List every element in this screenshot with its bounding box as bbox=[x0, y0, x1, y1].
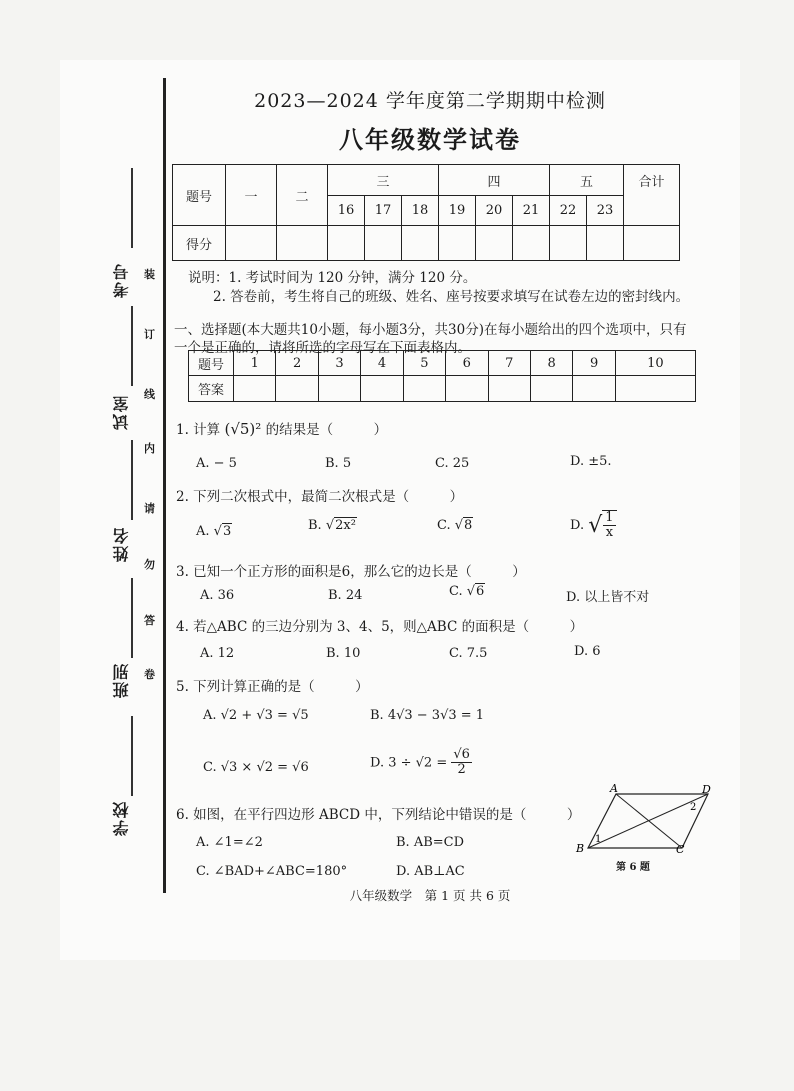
seal-char: 订 bbox=[144, 328, 155, 341]
question-number: 16 bbox=[328, 196, 365, 226]
answer-number: 3 bbox=[318, 351, 360, 376]
section-five: 五 bbox=[550, 165, 624, 196]
score-cell bbox=[476, 226, 513, 261]
vertex-label-d: D bbox=[702, 783, 711, 796]
answer-cell[interactable] bbox=[530, 376, 572, 402]
q2-option-a-radicand: 3 bbox=[222, 524, 232, 539]
exam-note-2: 2. 答卷前，考生将自己的班级、姓名、座号按要求填写在试卷左边的密封线内。 bbox=[213, 289, 690, 305]
q2-d-denominator: x bbox=[605, 525, 614, 541]
q2-option-c-letter: C. bbox=[437, 518, 451, 533]
answer-cell[interactable] bbox=[488, 376, 530, 402]
answer-number: 4 bbox=[361, 351, 403, 376]
page-footer: 八年级数学 第 1 页 共 6 页 bbox=[349, 888, 511, 903]
score-cell bbox=[587, 226, 624, 261]
q2-option-d-fraction bbox=[602, 510, 616, 541]
score-row-label: 得分 bbox=[173, 226, 226, 261]
answer-cell[interactable] bbox=[361, 376, 403, 402]
section-one: 一 bbox=[226, 165, 277, 226]
score-cell bbox=[439, 226, 476, 261]
answer-number: 7 bbox=[488, 351, 530, 376]
seal-underline bbox=[131, 716, 133, 796]
question-number: 17 bbox=[365, 196, 402, 226]
seal-label-school: 学校 bbox=[112, 800, 131, 836]
seal-char: 请 bbox=[144, 502, 155, 515]
q5-option-c: C. √3 × √2 = √6 bbox=[203, 760, 309, 775]
q1-option-d: D. ±5. bbox=[570, 454, 612, 469]
q6-option-d: D. AB⊥AC bbox=[396, 864, 465, 879]
answer-number: 2 bbox=[276, 351, 318, 376]
q2-option-c-radicand: 8 bbox=[464, 518, 473, 533]
answer-number: 9 bbox=[573, 351, 615, 376]
question-5: 5. 下列计算正确的是（ ） bbox=[176, 679, 369, 695]
exam-subtitle: 八年级数学试卷 bbox=[339, 125, 521, 154]
seal-char: 线 bbox=[144, 388, 155, 401]
q1-option-c: C. 25 bbox=[435, 456, 470, 471]
q6-option-a: A. ∠1=∠2 bbox=[196, 835, 263, 850]
seal-underline bbox=[131, 440, 133, 520]
q2-option-a: A. √3 bbox=[196, 524, 232, 539]
seal-label-room: 试室 bbox=[112, 394, 131, 430]
answer-table-number-label: 题号 bbox=[189, 351, 234, 376]
seal-char: 卷 bbox=[144, 668, 155, 681]
question-number: 23 bbox=[587, 196, 624, 226]
question-number: 20 bbox=[476, 196, 513, 226]
question-1 bbox=[176, 418, 387, 438]
seal-label-exam-number: 考号 bbox=[112, 262, 131, 298]
score-cell bbox=[365, 226, 402, 261]
q4-option-d: D. 6 bbox=[574, 644, 601, 659]
section-three: 三 bbox=[328, 165, 439, 196]
score-cell bbox=[328, 226, 365, 261]
answer-cell[interactable] bbox=[615, 376, 695, 402]
exam-title: 2023—2024 学年度第二学期期中检测 bbox=[254, 90, 606, 112]
q5-option-a: A. √2 + √3 = √5 bbox=[203, 708, 309, 723]
answer-number: 5 bbox=[403, 351, 445, 376]
answer-number: 8 bbox=[530, 351, 572, 376]
q6-option-c: C. ∠BAD+∠ABC=180° bbox=[196, 864, 348, 879]
answer-number: 10 bbox=[615, 351, 695, 376]
section-two: 二 bbox=[277, 165, 328, 226]
score-table-header-label: 题号 bbox=[173, 165, 226, 226]
score-cell bbox=[550, 226, 587, 261]
q3-option-c: C. √6 bbox=[449, 584, 485, 599]
score-cell bbox=[277, 226, 328, 261]
q2-option-b: B. √2x² bbox=[308, 518, 356, 533]
q6-option-b: B. AB=CD bbox=[396, 835, 465, 850]
exam-note-1: 说明：1. 考试时间为 120 分钟，满分 120 分。 bbox=[188, 270, 477, 286]
q3-option-c-radicand: 6 bbox=[476, 584, 485, 599]
seal-char: 答 bbox=[144, 614, 155, 627]
answer-table bbox=[188, 350, 696, 402]
q2-option-c: C. √8 bbox=[437, 518, 473, 533]
question-number: 21 bbox=[513, 196, 550, 226]
q1-option-a: A. − 5 bbox=[196, 456, 237, 471]
angle-label-2: 2 bbox=[690, 802, 697, 813]
question-1-prefix: 1. 计算 bbox=[176, 422, 221, 438]
seal-underline bbox=[131, 168, 133, 248]
seal-char: 装 bbox=[144, 268, 155, 281]
answer-number: 1 bbox=[234, 351, 276, 376]
vertex-label-a: A bbox=[610, 782, 618, 795]
seal-label-class: 班别 bbox=[112, 662, 131, 698]
q2-option-d: D. √ $\frac{1}{x}$ bbox=[570, 510, 617, 541]
q5-d-numerator: √6 bbox=[453, 747, 470, 762]
seal-underline bbox=[131, 306, 133, 386]
seal-underline bbox=[131, 578, 133, 658]
q2-option-b-letter: B. bbox=[308, 518, 322, 533]
answer-cell[interactable] bbox=[446, 376, 488, 402]
angle-label-1: 1 bbox=[595, 834, 602, 845]
score-table bbox=[172, 164, 680, 261]
question-1-expression: (√5)² bbox=[224, 420, 262, 438]
question-2: 2. 下列二次根式中，最简二次根式是（ ） bbox=[176, 489, 464, 505]
total-label: 合计 bbox=[624, 165, 680, 226]
q3-option-a: A. 36 bbox=[200, 588, 235, 603]
seal-line bbox=[163, 78, 166, 893]
q5-option-d-fraction bbox=[451, 748, 472, 778]
q4-option-b: B. 10 bbox=[326, 646, 361, 661]
q2-option-a-letter: A. bbox=[196, 524, 210, 539]
q3-option-b: B. 24 bbox=[328, 588, 363, 603]
score-cell bbox=[624, 226, 680, 261]
question-number: 19 bbox=[439, 196, 476, 226]
q5-option-d-prefix: D. 3 ÷ √2 = bbox=[370, 755, 448, 771]
vertex-label-c: C bbox=[676, 843, 685, 856]
q5-option-d bbox=[370, 748, 472, 778]
question-3: 3. 已知一个正方形的面积是6，那么它的边长是（ ） bbox=[176, 564, 526, 580]
score-cell bbox=[402, 226, 439, 261]
q5-option-b: B. 4√3 − 3√3 = 1 bbox=[370, 708, 485, 723]
seal-char: 内 bbox=[144, 442, 155, 455]
answer-number: 6 bbox=[446, 351, 488, 376]
vertex-label-b: B bbox=[576, 842, 585, 855]
seal-label-name: 姓名 bbox=[112, 526, 131, 562]
answer-cell[interactable] bbox=[276, 376, 318, 402]
q1-option-b: B. 5 bbox=[325, 456, 352, 471]
section-one-instructions-2: 一个是正确的，请将所选的字母写在下面表格内。 bbox=[174, 340, 471, 356]
section-one-instructions: 一、选择题(本大题共10小题，每小题3分，共30分)在每小题给出的四个选项中，只有 bbox=[174, 322, 687, 338]
q2-d-numerator: 1 bbox=[605, 510, 614, 525]
answer-cell[interactable] bbox=[403, 376, 445, 402]
answer-table-answer-label: 答案 bbox=[189, 376, 234, 402]
question-number: 18 bbox=[402, 196, 439, 226]
question-6: 6. 如图，在平行四边形 ABCD 中，下列结论中错误的是（ ） bbox=[176, 807, 581, 823]
q2-option-d-letter: D. bbox=[570, 517, 585, 533]
score-cell bbox=[513, 226, 550, 261]
score-cell bbox=[226, 226, 277, 261]
answer-cell[interactable] bbox=[573, 376, 615, 402]
q4-option-c: C. 7.5 bbox=[449, 646, 488, 661]
q2-option-b-radicand: 2x² bbox=[335, 518, 356, 533]
section-four: 四 bbox=[439, 165, 550, 196]
seal-char: 勿 bbox=[144, 558, 155, 571]
question-1-suffix: 的结果是（ ） bbox=[265, 422, 388, 438]
answer-cell[interactable] bbox=[318, 376, 360, 402]
q3-option-c-letter: C. bbox=[449, 584, 463, 599]
q3-option-d: D. 以上皆不对 bbox=[566, 590, 650, 605]
figure-caption: 第 6 题 bbox=[616, 862, 650, 873]
answer-cell[interactable] bbox=[234, 376, 276, 402]
q5-d-denominator: 2 bbox=[457, 762, 466, 778]
q4-option-a: A. 12 bbox=[200, 646, 235, 661]
question-4: 4. 若△ABC 的三边分别为 3、4、5，则△ABC 的面积是（ ） bbox=[176, 619, 584, 635]
question-number: 22 bbox=[550, 196, 587, 226]
